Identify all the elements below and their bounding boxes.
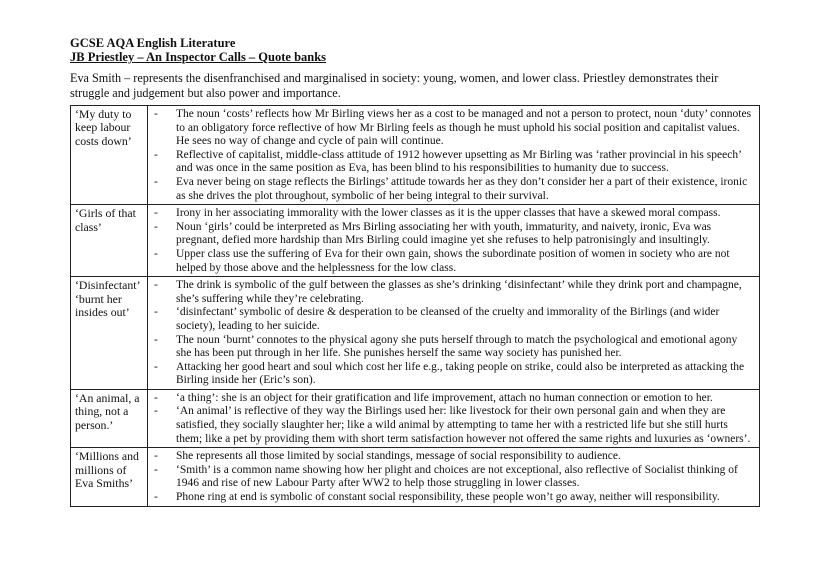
analysis-text: Attacking her good heart and soul which cost her life e.g., taking people on strike, could also be interpreted as attacking the Birling inside her (Eric’s son). — [176, 360, 745, 387]
intro-paragraph: Eva Smith – represents the disenfranchised and marginalised in society: young, women, and lower class. Priestley demonstrates their struggle and judgement but also power and importance. — [70, 71, 719, 100]
analysis-point — [152, 361, 755, 388]
analysis-text: The noun ‘costs’ reflects how Mr Birling views her as a cost to be managed and not a person to protect, noun ‘duty’ connotes to an obligatory force reflective of how Mr Birling feels as though he must uphold his social position and capitalist values. He sees no way of change and cycle of pain will continue. — [176, 108, 752, 148]
document-page — [70, 36, 760, 507]
analysis-point — [152, 221, 755, 248]
quote-cell: ‘My duty to keep labour costs down’ — [71, 106, 148, 205]
bullet-dash: - — [154, 148, 158, 161]
quote-bank-body — [71, 106, 760, 507]
analysis-text: ‘a thing’: she is an object for their gratification and life improvement, attach no human connection or emotion to her. — [176, 391, 713, 404]
quote-row — [71, 389, 760, 447]
bullet-dash: - — [154, 360, 158, 373]
bullet-dash: - — [154, 108, 158, 120]
bullet-dash: - — [154, 333, 158, 346]
quote-cell: ‘Disinfectant’ ‘burnt her insides out’ — [71, 277, 148, 390]
analysis-point — [152, 176, 755, 203]
analysis-text: ‘disinfectant’ symbolic of desire & desperation to be cleansed of the cruelty and immorality of the Birlings (and wider society), leading to her suicide. — [176, 306, 720, 332]
analysis-text: Noun ‘girls’ could be interpreted as Mrs Birling associating her with youth, immaturity, and naivety, ironic, Eva was pregnant, defied more hardship than Mrs Birling could imagine yet she refuses to help patronisingly and insultingly. — [176, 220, 712, 247]
analysis-point — [152, 108, 755, 149]
quote-cell: ‘Girls of that class’ — [71, 205, 148, 277]
bullet-dash: - — [154, 247, 158, 260]
analysis-text: The drink is symbolic of the gulf between the glasses as she’s drinking ‘disinfectant’ while they drink port and champagne, she’s suffering while they’re celebrating. — [176, 279, 742, 305]
analysis-cell — [148, 277, 760, 390]
quote-row — [71, 106, 760, 205]
analysis-text: Irony in her associating immorality with the lower classes as it is the upper classes that have a skewed moral compass. — [176, 207, 721, 220]
analysis-point — [152, 306, 755, 333]
analysis-text: The noun ‘burnt’ connotes to the physical agony she puts herself through to match the psychological and emotional agony she has been put through in her life. She punishes herself the same way society has punished her. — [176, 333, 738, 360]
document-subtitle: JB Priestley – An Inspector Calls – Quote banks — [70, 50, 327, 64]
bullet-dash: - — [154, 391, 158, 404]
bullet-dash: - — [154, 220, 158, 233]
analysis-text: Phone ring at end is symbolic of constant social responsibility, these people won’t go away, neither will responsibility. — [176, 491, 720, 504]
quote-cell: ‘An animal, a thing, not a person.’ — [71, 389, 148, 447]
bullet-dash: - — [154, 405, 158, 418]
bullet-dash: - — [154, 463, 158, 476]
analysis-cell — [148, 389, 760, 447]
analysis-point — [152, 149, 755, 176]
bullet-dash: - — [154, 450, 158, 463]
bullet-dash: - — [154, 306, 158, 319]
analysis-point — [152, 464, 755, 491]
analysis-point — [152, 405, 755, 446]
analysis-text: Eva never being on stage reflects the Birlings’ attitude towards her as they don’t consider her a part of their existence, ironic as she drives the plot throughout, symbolic of her being integral to their survival. — [176, 175, 748, 202]
analysis-point — [152, 248, 755, 275]
analysis-point — [152, 334, 755, 361]
analysis-point — [152, 207, 755, 221]
analysis-point — [152, 450, 755, 464]
analysis-text: Reflective of capitalist, middle-class attitude of 1912 however upsetting as Mr Birling was ‘rather provincial in his speech’ and was once in the same position as Eva, has been blind to his responsibilities to humanity due to success. — [176, 148, 742, 175]
analysis-text: Upper class use the suffering of Eva for their own gain, shows the subordinate position of women in society who are not helped by those above and the helplessness for the low class. — [176, 247, 730, 274]
analysis-text: ‘Smith’ is a common name showing how her plight and choices are not exceptional, also reflective of Socialist thinking of 1946 and rise of new Labour Party after WW2 to help those struggling in lower classes. — [176, 463, 738, 490]
analysis-cell — [148, 448, 760, 506]
bullet-dash: - — [154, 175, 158, 188]
analysis-point — [152, 279, 755, 306]
analysis-cell — [148, 106, 760, 205]
quote-row — [71, 448, 760, 506]
bullet-dash: - — [154, 491, 158, 504]
analysis-text: She represents all those limited by social standings, message of social responsibility to audience. — [176, 450, 621, 463]
quote-row — [71, 277, 760, 390]
quote-bank-table — [70, 105, 760, 507]
bullet-dash: - — [154, 279, 158, 292]
quote-cell: ‘Millions and millions of Eva Smiths’ — [71, 448, 148, 506]
quote-row — [71, 205, 760, 277]
analysis-text: ‘An animal’ is reflective of they way the Birlings used her: like livestock for their own personal gain and when they are satisfied, they socially slaughter her; like a wild animal by attempting to tame her with a restricted life but she still hurts them; like a pet by providing them with short term satisfaction however not offered the same rights and luxuries as ‘owners’. — [176, 405, 751, 445]
analysis-point — [152, 392, 755, 406]
analysis-cell — [148, 205, 760, 277]
bullet-dash: - — [154, 207, 158, 220]
analysis-point — [152, 491, 755, 505]
course-title: GCSE AQA English Literature — [70, 36, 236, 50]
